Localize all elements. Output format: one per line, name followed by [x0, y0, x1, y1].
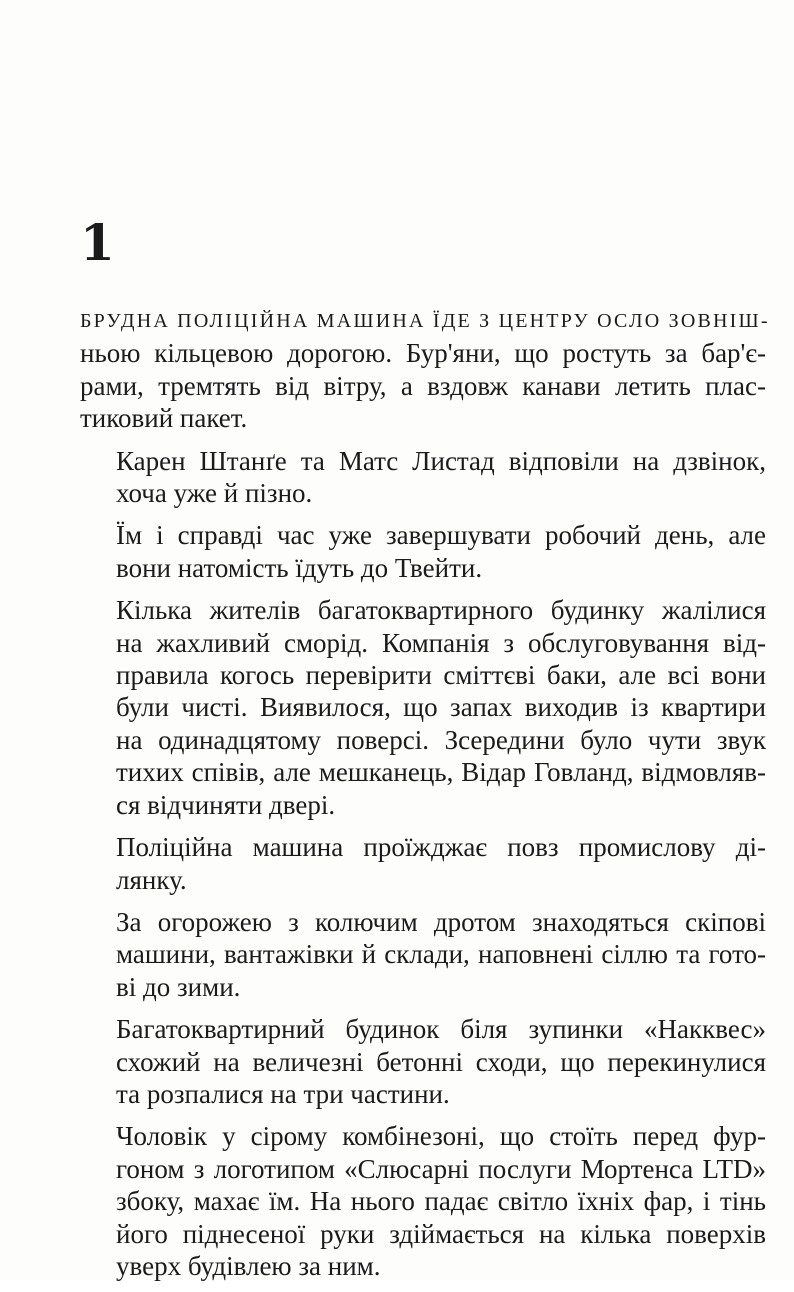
paragraph-5 — [80, 831, 766, 896]
text-line: правила когось перевірити сміттєві баки, але всі вони — [116, 660, 766, 691]
text-line: тихих співів, але мешканець, Відар Говланд, відмовляв- — [116, 757, 766, 788]
text-line: рами, тремтять від вітру, а вздовж канави летить плас- — [80, 370, 766, 401]
text-line: його піднесеної руки здіймається на кілька поверхів — [116, 1218, 766, 1249]
text-line: збоку, махає їм. На нього падає світло їхніх фар, і тінь — [116, 1186, 766, 1217]
paragraph-4 — [80, 594, 766, 821]
text-line: на одинадцятому поверсі. Зсередини було чути звук — [116, 724, 766, 755]
text-line: машини, вантажівки й склади, наповнені сіллю та гото- — [116, 939, 766, 970]
text-line: ньою кільцевою дорогою. Бур'яни, що ростуть за бар'є- — [80, 338, 766, 369]
text-line: хоча уже й пізно. — [116, 478, 313, 509]
text-line: За огорожею з колючим дротом знаходяться скіпові — [116, 906, 766, 937]
text-line: Багатоквартирний будинок біля зупинки «Накквес» — [116, 1014, 766, 1045]
text-line: схожий на величезні бетонні сходи, що перекинулися — [116, 1046, 766, 1077]
paragraph-2 — [80, 445, 766, 510]
text-line: та розпалися на три частини. — [116, 1078, 450, 1109]
text-line: були чисті. Виявилося, що запах виходив із квартири — [116, 692, 766, 723]
paragraph-1 — [80, 305, 770, 435]
text-line: вони натомість їдуть до Твейти. — [116, 552, 483, 583]
chapter-number: 1 — [80, 213, 115, 272]
text-line: тиковий пакет. — [80, 403, 248, 434]
text-line: на жахливий сморід. Компанія з обслуговування від- — [116, 627, 766, 658]
text-line: Чоловік у сірому комбінезоні, що стоїть перед фур- — [116, 1121, 766, 1152]
text-line: БРУДНА ПОЛІЦІЙНА МАШИНА ЇДЕ З ЦЕНТРУ ОСЛО ЗОВНІШ- — [80, 310, 770, 332]
text-line: Поліційна машина проїжджає повз промислову ді- — [116, 832, 766, 863]
text-line: гоном з логотипом «Слюсарні послуги Мортенса LTD» — [116, 1153, 766, 1184]
text-line: ві до зими. — [116, 971, 241, 1002]
text-line: лянку. — [116, 864, 187, 895]
paragraph-6 — [80, 906, 766, 1003]
text-line: Їм і справді час уже завершувати робочий день, але — [116, 520, 766, 551]
text-line: Карен Штанґе та Матс Листад відповіли на дзвінок, — [116, 445, 766, 476]
paragraph-3 — [80, 519, 766, 584]
text-line: ся відчиняти двері. — [116, 789, 336, 820]
paragraph-7 — [80, 1013, 766, 1110]
text-line: Кілька жителів багатоквартирного будинку жалілися — [116, 595, 766, 626]
text-line: уверх будівлею за ним. — [116, 1250, 381, 1281]
paragraph-8 — [80, 1120, 766, 1282]
chapter-text — [80, 305, 770, 1292]
